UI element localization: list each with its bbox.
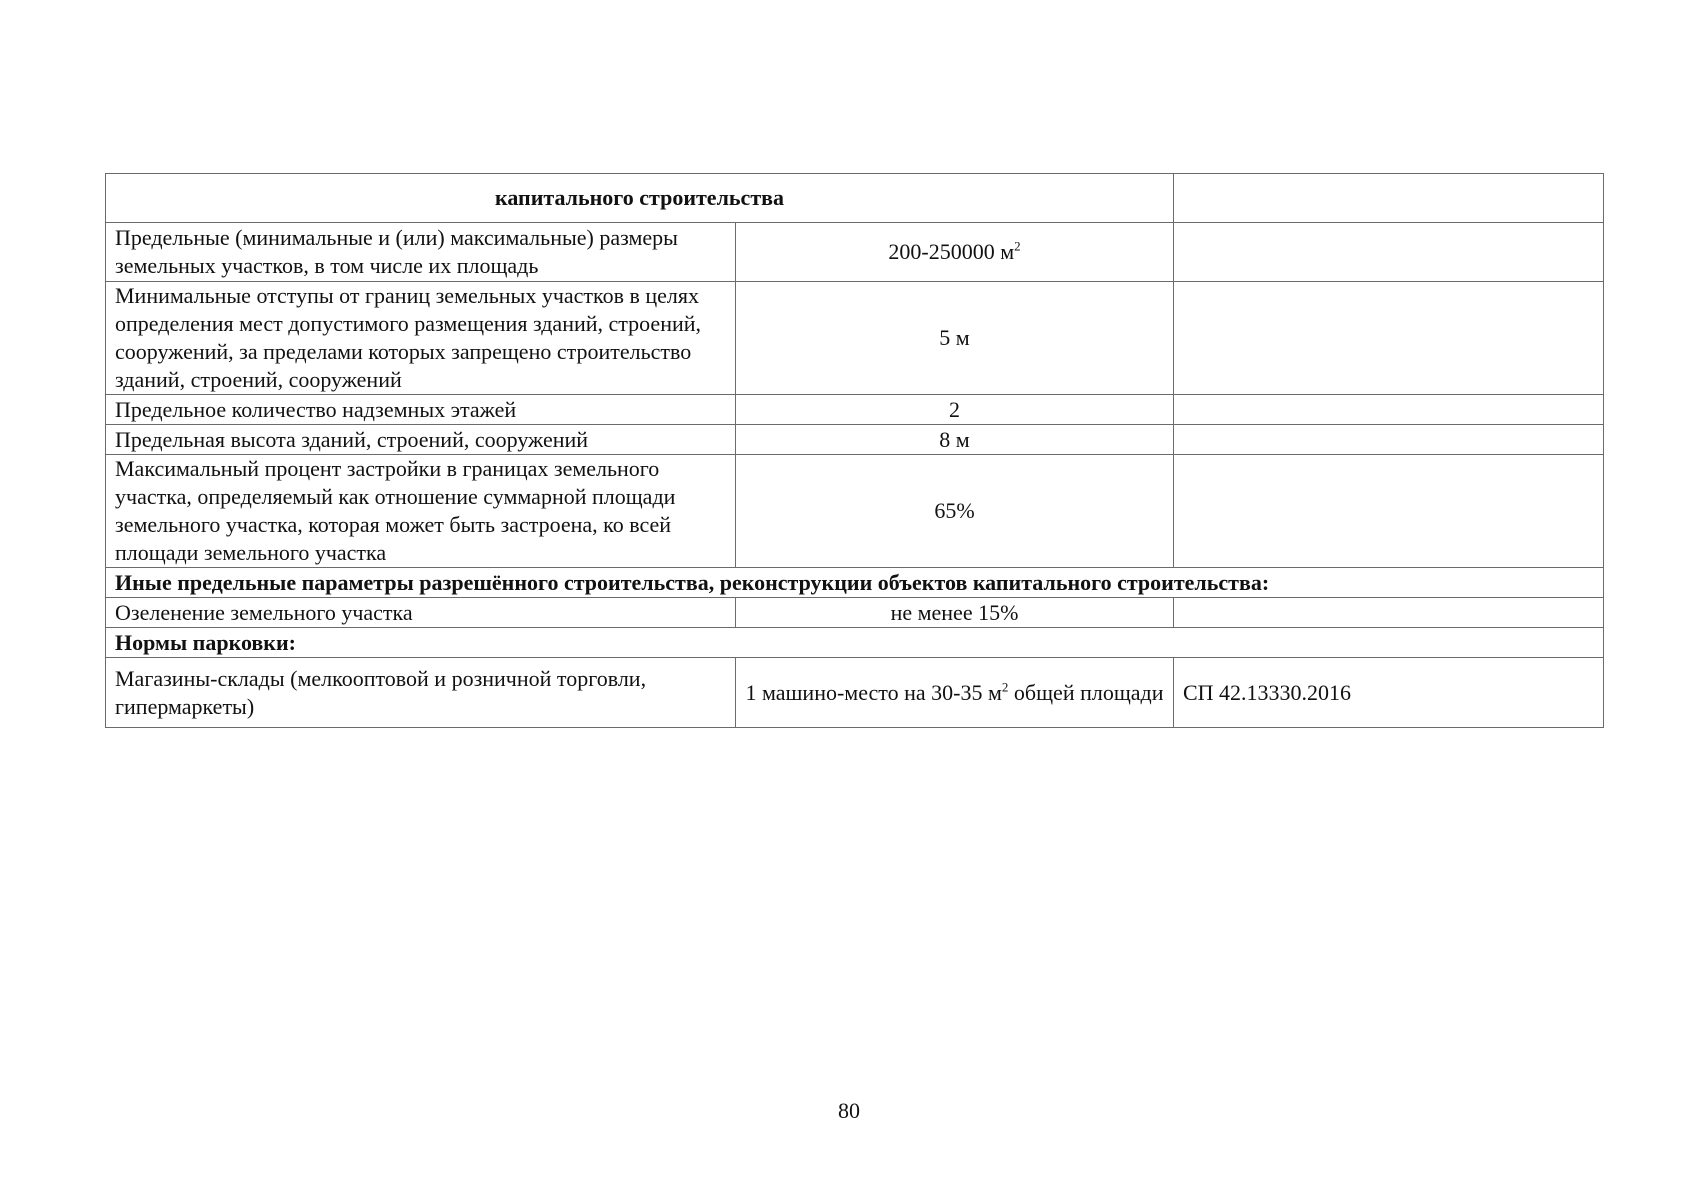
- table-row: [106, 598, 1604, 628]
- table-row: [106, 282, 1604, 395]
- note-cell: [1174, 282, 1604, 395]
- param-cell: Предельные (минимальные и (или) максимальные) размеры земельных участков, в том числе их площадь: [106, 223, 736, 282]
- note-cell: [1174, 223, 1604, 282]
- value-text-continued: общей площади: [1008, 679, 1164, 705]
- table-row: [106, 223, 1604, 282]
- table-row: [106, 455, 1604, 568]
- table-row: [106, 425, 1604, 455]
- value-cell: 5 м: [736, 282, 1174, 395]
- value-cell: не менее 15%: [736, 598, 1174, 628]
- value-text: 200-250000 м: [888, 239, 1015, 264]
- param-cell: Максимальный процент застройки в границах земельного участка, определяемый как отношение суммарной площади земельного участка, которая может быть застроена, ко всей площади земельного участка: [106, 455, 736, 568]
- param-cell: Предельная высота зданий, строений, сооружений: [106, 425, 736, 455]
- note-cell: [1174, 598, 1604, 628]
- note-cell: [1174, 455, 1604, 568]
- section-heading-row: [106, 568, 1604, 598]
- value-text: 1 машино-место на 30-35 м: [745, 679, 1002, 705]
- param-cell: Магазины-склады (мелкооптовой и розничной торговли, гипермаркеты): [106, 658, 736, 728]
- parking-heading: Нормы парковки:: [106, 628, 1604, 658]
- table-header-title: капитального строительства: [106, 174, 1174, 223]
- note-cell: [1174, 395, 1604, 425]
- param-cell: Предельное количество надземных этажей: [106, 395, 736, 425]
- parameters-table: [105, 173, 1604, 728]
- note-cell: СП 42.13330.2016: [1174, 658, 1604, 728]
- table-header-row: [106, 174, 1604, 223]
- other-params-heading: Иные предельные параметры разрешённого строительства, реконструкции объектов капитального строительства:: [106, 568, 1604, 598]
- page-number: 80: [838, 1098, 860, 1123]
- table-row: [106, 658, 1604, 728]
- param-cell: Минимальные отступы от границ земельных участков в целях определения мест допустимого размещения зданий, строений, сооружений, за пределами которых запрещено строительство зданий, строений, сооружений: [106, 282, 736, 395]
- value-cell: [736, 658, 1174, 728]
- value-superscript: 2: [1014, 238, 1021, 254]
- value-cell: 2: [736, 395, 1174, 425]
- table-row: [106, 395, 1604, 425]
- value-cell: 8 м: [736, 425, 1174, 455]
- param-cell: Озеленение земельного участка: [106, 598, 736, 628]
- table-header-extra: [1174, 174, 1604, 223]
- value-superscript: 2: [1001, 679, 1009, 695]
- value-cell: [736, 223, 1174, 282]
- section-heading-row: [106, 628, 1604, 658]
- value-cell: 65%: [736, 455, 1174, 568]
- note-cell: [1174, 425, 1604, 455]
